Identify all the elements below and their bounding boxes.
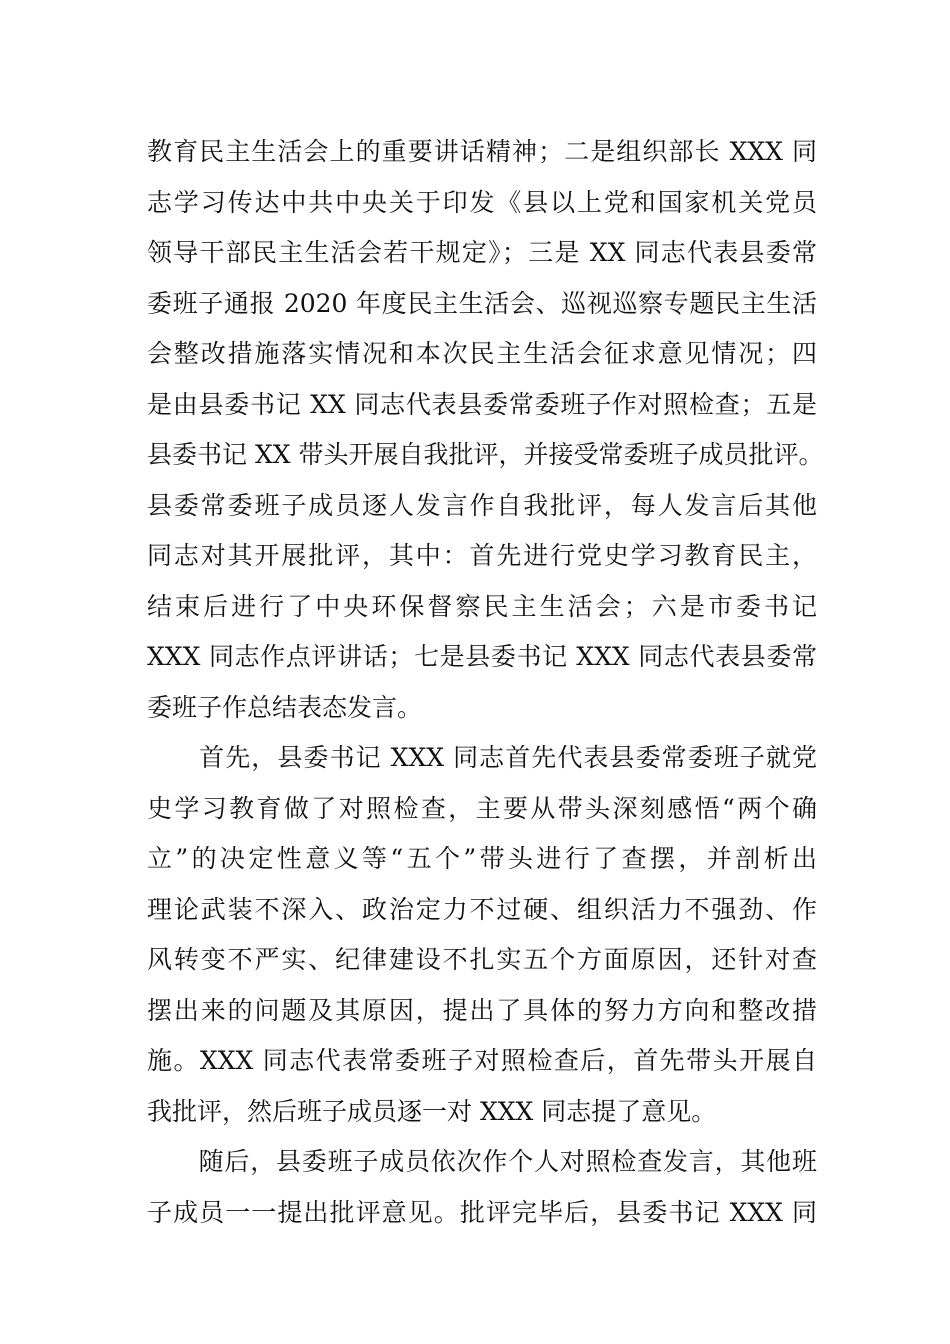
text-line: 施。XXX 同志代表常委班子对照检查后，首先带头开展自 [147, 1046, 817, 1075]
text-line: 首先，县委书记 XXX 同志首先代表县委常委班子就党 [147, 743, 817, 772]
text-line: 委班子作总结表态发言。 [147, 692, 423, 722]
text-line: 县委书记 XX 带头开展自我批评，并接受常委班子成员批评。 [147, 440, 824, 469]
text-line: 我批评，然后班子成员逐一对 XXX 同志提了意见。 [147, 1096, 717, 1126]
text-line: 史学习教育做了对照检查，主要从带头深刻感悟“两个确 [147, 793, 817, 823]
text-line: 同志对其开展批评，其中：首先进行党史学习教育民主， [147, 541, 817, 570]
text-line: 县委常委班子成员逐人发言作自我批评，每人发言后其他 [147, 490, 817, 520]
text-line: 立”的决定性意义等“五个”带头进行了查摆，并剖析出 [147, 844, 817, 873]
text-line: 会整改措施落实情况和本次民主生活会征求意见情况；四 [147, 339, 817, 368]
text-line: 随后，县委班子成员依次作个人对照检查发言，其他班 [147, 1147, 817, 1176]
text-line: 子成员一一提出批评意见。批评完毕后，县委书记 XXX 同 [147, 1197, 817, 1227]
text-line: 教育民主生活会上的重要讲话精神；二是组织部长 XXX 同 [147, 137, 817, 166]
text-line: 领导干部民主生活会若干规定》；三是 XX 同志代表县委常 [147, 238, 817, 267]
text-line: 志学习传达中共中央关于印发《县以上党和国家机关党员 [147, 187, 817, 217]
text-line: 风转变不严实、纪律建设不扎实五个方面原因，还针对查 [147, 945, 817, 974]
text-line: 摆出来的问题及其原因，提出了具体的努力方向和整改措 [147, 995, 817, 1025]
text-line: 是由县委书记 XX 同志代表县委常委班子作对照检查；五是 [147, 389, 817, 419]
text-line: 理论武装不深入、政治定力不过硬、组织活力不强劲、作 [147, 894, 817, 924]
body-text [147, 127, 824, 1238]
text-line: 委班子通报 2020 年度民主生活会、巡视巡察专题民主生活 [147, 288, 817, 318]
text-line: XXX 同志作点评讲话；七是县委书记 XXX 同志代表县委常 [147, 642, 817, 671]
text-line: 结束后进行了中央环保督察民主生活会；六是市委书记 [147, 591, 817, 621]
